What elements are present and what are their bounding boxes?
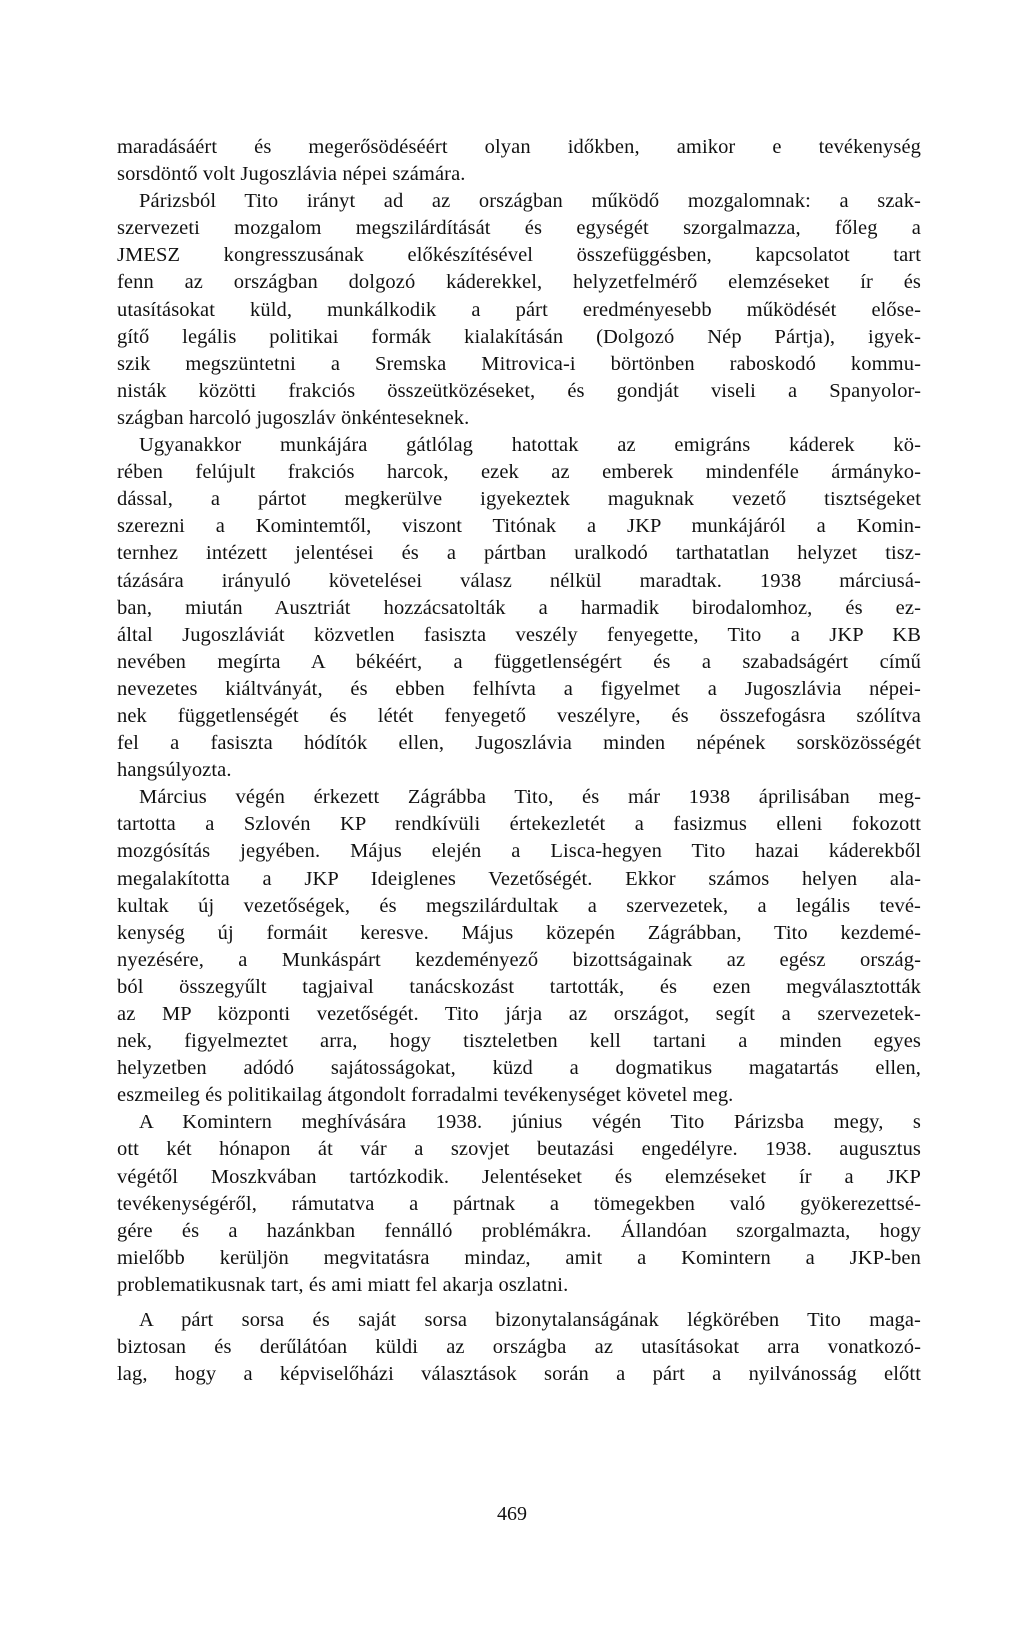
text-line: nevezetes kiáltványát, és ebben felhívta a figyelmet a Jugoszlávia népei- xyxy=(117,677,921,700)
page-number: 469 xyxy=(497,1503,527,1525)
text-line: nisták közötti frakciós összeütközéseket, és gondját viseli a Spanyolor- xyxy=(117,379,921,402)
text-line: Párizsból Tito irányt ad az országban működő mozgalomnak: a szak- xyxy=(139,190,921,213)
paragraph xyxy=(117,134,921,188)
text-line: szervezeti mozgalom megszilárdítását és egységét szorgalmazza, főleg a xyxy=(117,217,921,240)
text-line: kultak új vezetőségek, és megszilárdultak a szervezetek, a legális tevé- xyxy=(117,894,921,917)
text-line: helyzetben adódó sajátosságokat, küzd a dogmatikus magatartás ellen, xyxy=(117,1057,921,1080)
text-line: ban, miután Ausztriát hozzácsatolták a harmadik birodalomhoz, és ez- xyxy=(117,596,921,619)
text-line: szik megszüntetni a Sremska Mitrovica-i börtönben raboskodó kommu- xyxy=(117,352,921,375)
text-line: mielőbb kerüljön megvitatásra mindaz, amit a Komintern a JKP-ben xyxy=(117,1246,921,1269)
paragraph xyxy=(117,432,921,784)
text-line: az MP központi vezetőségét. Tito járja az országot, segít a szervezetek- xyxy=(117,1003,921,1025)
text-line: JMESZ kongresszusának előkészítésével összefüggésben, kapcsolatot tart xyxy=(117,244,921,267)
book-page-text xyxy=(117,134,921,1388)
text-line: tartotta a Szlovén KP rendkívüli értekezletét a fasizmus elleni fokozott xyxy=(117,813,921,836)
text-line: problematikusnak tart, és ami miatt fel akarja oszlatni. xyxy=(117,1273,569,1296)
text-line: fel a fasiszta hódítók ellen, Jugoszlávia minden népének sorsközösségét xyxy=(117,732,921,755)
text-line: hangsúlyozta. xyxy=(117,759,232,782)
text-line: tevékenységéről, rámutatva a pártnak a tömegekben való gyökerezettsé- xyxy=(117,1192,921,1215)
text-line: rében felújult frakciós harcok, ezek az emberek mindenféle ármányko- xyxy=(117,461,921,484)
text-line: A Komintern meghívására 1938. június végén Tito Párizsba megy, s xyxy=(139,1111,921,1134)
text-line: Március végén érkezett Zágrábba Tito, és már 1938 áprilisában meg- xyxy=(139,786,921,809)
text-line: nek, figyelmeztet arra, hogy tiszteletben kell tartani a minden egyes xyxy=(117,1030,921,1053)
text-line: lag, hogy a képviselőházi választások során a párt a nyilvánosság előtt xyxy=(117,1363,921,1386)
text-line: nyezésére, a Munkáspárt kezdeményező bizottságainak az egész ország- xyxy=(117,948,921,971)
paragraph xyxy=(117,1307,921,1388)
text-line: kenység új formáit keresve. Május közepén Zágrábban, Tito kezdemé- xyxy=(117,921,921,944)
text-line: gére és a hazánkban fennálló problémákra. Állandóan szorgalmazta, hogy xyxy=(117,1219,921,1242)
text-line: nek függetlenségét és létét fenyegető veszélyre, és összefogásra szólítva xyxy=(117,704,921,727)
text-line: eszmeileg és politikailag átgondolt forradalmi tevékenységet követel meg. xyxy=(117,1084,734,1107)
text-line: nevében megírta A békéért, a függetlenségért és a szabadságért című xyxy=(117,650,921,673)
paragraph xyxy=(117,188,921,432)
text-line: maradásáért és megerősödéséért olyan időkben, amikor e tevékenység xyxy=(117,136,921,158)
text-line: dással, a pártot megkerülve igyekeztek maguknak vezető tisztségeket xyxy=(117,488,921,511)
text-line: biztosan és derűlátóan küldi az országba az utasításokat arra vonatkozó- xyxy=(117,1336,921,1359)
paragraph xyxy=(117,784,921,1109)
text-line: A párt sorsa és saját sorsa bizonytalanságának légkörében Tito maga- xyxy=(139,1309,921,1332)
text-line: tázására irányuló követelései válasz nélkül maradtak. 1938 márciusá- xyxy=(117,569,921,592)
text-line: által Jugoszláviát közvetlen fasiszta veszély fenyegette, Tito a JKP KB xyxy=(117,623,921,646)
text-line: végétől Moszkvában tartózkodik. Jelentéseket és elemzéseket ír a JKP xyxy=(117,1165,921,1188)
text-line: szerezni a Komintemtől, viszont Titónak a JKP munkájáról a Komin- xyxy=(117,515,921,538)
text-line: ott két hónapon át vár a szovjet beutazási engedélyre. 1938. augusztus xyxy=(117,1138,921,1161)
paragraph-gap xyxy=(117,1299,921,1307)
text-line: ternhez intézett jelentései és a pártban uralkodó tarthatatlan helyzet tisz- xyxy=(117,542,921,565)
text-line: ból összegyűlt tagjaival tanácskozást tartották, és ezen megválasztották xyxy=(117,975,921,998)
text-line: mozgósítás jegyében. Május elején a Lisca-hegyen Tito hazai káderekből xyxy=(117,840,921,863)
text-line: megalakította a JKP Ideiglenes Vezetőségét. Ekkor számos helyen ala- xyxy=(117,867,921,890)
text-line: fenn az országban dolgozó káderekkel, helyzetfelmérő elemzéseket ír és xyxy=(117,271,921,294)
text-line: utasításokat küld, munkálkodik a párt eredményesebb működését előse- xyxy=(117,298,921,321)
text-line: Ugyanakkor munkájára gátlólag hatottak az emigráns káderek kö- xyxy=(139,434,921,457)
paragraph xyxy=(117,1109,921,1299)
text-line: szágban harcoló jugoszláv önkénteseknek. xyxy=(117,406,470,429)
text-line: gítő legális politikai formák kialakításán (Dolgozó Nép Pártja), igyek- xyxy=(117,325,921,348)
text-line: sorsdöntő volt Jugoszlávia népei számára. xyxy=(117,163,466,186)
